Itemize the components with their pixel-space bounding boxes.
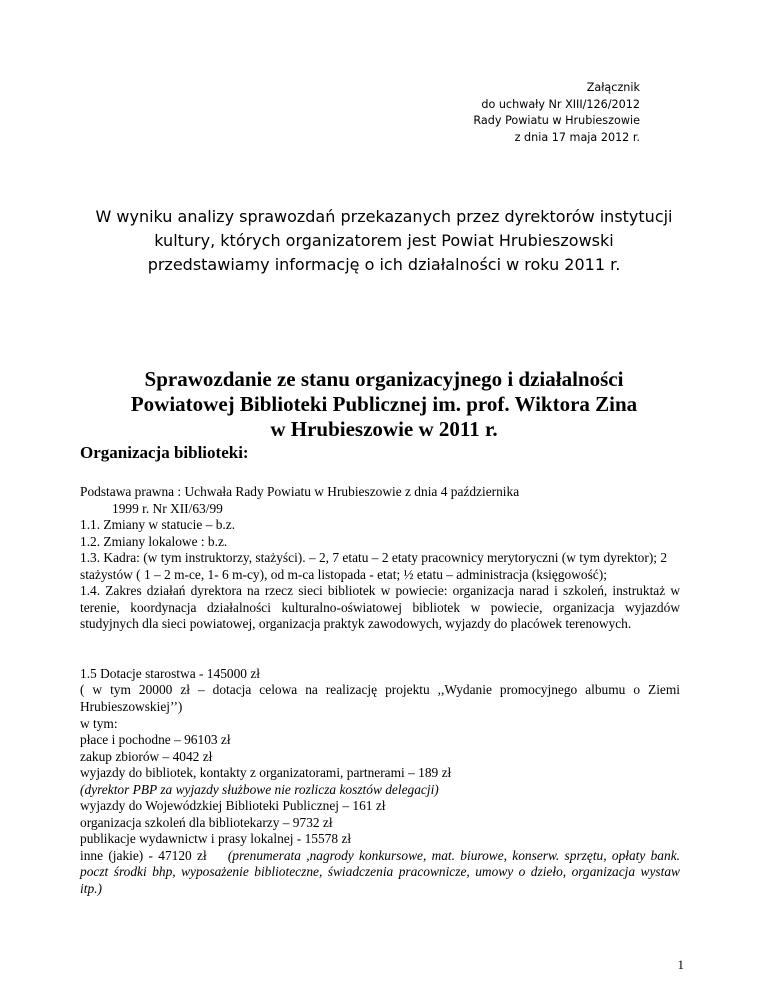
- item-1-4: 1.4. Zakres działań dyrektora na rzecz sieci bibliotek w powiecie: organizacja narad i szkoleń, instruktaż w terenie, koordynacja działalności kulturalno-oświatowej bibliotek w powiecie, organizacja wyjazdów studyjnych dla sieci powiatowej, organizacja praktyk zawodowych, wyjazdy do placówek terenowych.: [80, 583, 680, 632]
- other-costs: inne (jakie) - 47120 zł (prenumerata ,nagrody konkursowe, mat. biurowe, konserw. sprzętu, opłaty bank. poczt środki bhp, wyposażenie biblioteczne, świadczenia pracownicze, umowy o dzieło, organizacja wystaw itp.): [80, 847, 680, 897]
- training: organizacja szkoleń dla bibliotekarzy – 9732 zł: [80, 814, 333, 830]
- annex-note: [380, 80, 640, 146]
- section-heading: Organizacja biblioteki:: [80, 443, 249, 462]
- in-that: w tym:: [80, 715, 118, 731]
- item-1-2: 1.2. Zmiany lokalowe : b.z.: [80, 533, 228, 549]
- annex-council: Rady Powiatu w Hrubieszowie: [473, 114, 640, 127]
- other-costs-note: (prenumerata ,nagrody konkursowe, mat. biurowe, konserw. sprzętu, opłaty bank. poczt środki bhp, wyposażenie biblioteczne, świadczenia pracownicze, umowy o dzieło, organizacja wystaw itp.): [80, 847, 680, 897]
- voivodeship-trips: wyjazdy do Wojewódzkiej Biblioteki Publicznej – 161 zł: [80, 798, 386, 814]
- report-body: [80, 484, 680, 898]
- legal-basis-cont: 1999 r. Nr XII/63/99: [112, 500, 223, 516]
- page-number: 1: [677, 957, 684, 972]
- legal-basis: Podstawa prawna : Uchwała Rady Powiatu w Hrubieszowie z dnia 4 października: [80, 484, 520, 499]
- trips-note: (dyrektor PBP za wyjazdy służbowe nie rozlicza kosztów delegacji): [80, 781, 439, 797]
- annex-date: z dnia 17 maja 2012 r.: [514, 130, 640, 144]
- publications: publikacje wydawnictw i prasy lokalnej - 15578 zł: [80, 831, 352, 847]
- item-1-5: 1.5 Dotacje starostwa - 145000 zł: [80, 665, 260, 681]
- salaries: płace i pochodne – 96103 zł: [80, 732, 231, 748]
- annex-title: Załącznik: [586, 81, 640, 94]
- trips: wyjazdy do bibliotek, kontakty z organizatorami, partnerami – 189 zł: [80, 765, 452, 781]
- report-title: Sprawozdanie ze stanu organizacyjnego i działalności Powiatowej Biblioteki Publicznej im. prof. Wiktora Zina w Hrubieszowie w 2011 r.: [130, 367, 638, 441]
- collections: zakup zbiorów – 4042 zł: [80, 748, 213, 764]
- annex-resolution: do uchwały Nr XIII/126/2012: [481, 97, 640, 111]
- item-1-1: 1.1. Zmiany w statucie – b.z.: [80, 517, 236, 533]
- item-1-5-note: ( w tym 20000 zł – dotacja celowa na realizację projektu ,,Wydanie promocyjnego albumu o Ziemi Hrubieszowskiej’’): [80, 682, 680, 715]
- intro-heading: W wyniku analizy sprawozdań przekazanych przez dyrektorów instytucji kultury, których organizatorem jest Powiat Hrubieszowski przedstawiamy informację o ich działalności w roku 2011 r.: [95, 207, 673, 274]
- item-1-3: 1.3. Kadra: (w tym instruktorzy, stażyści). – 2, 7 etatu – 2 etaty pracownicy merytoryczni (w tym dyrektor); 2 stażystów ( 1 – 2 m-ce, 1- 6 m-cy), od m-ca listopada - etat; ½ etatu – administracja (księgowość);: [80, 550, 668, 582]
